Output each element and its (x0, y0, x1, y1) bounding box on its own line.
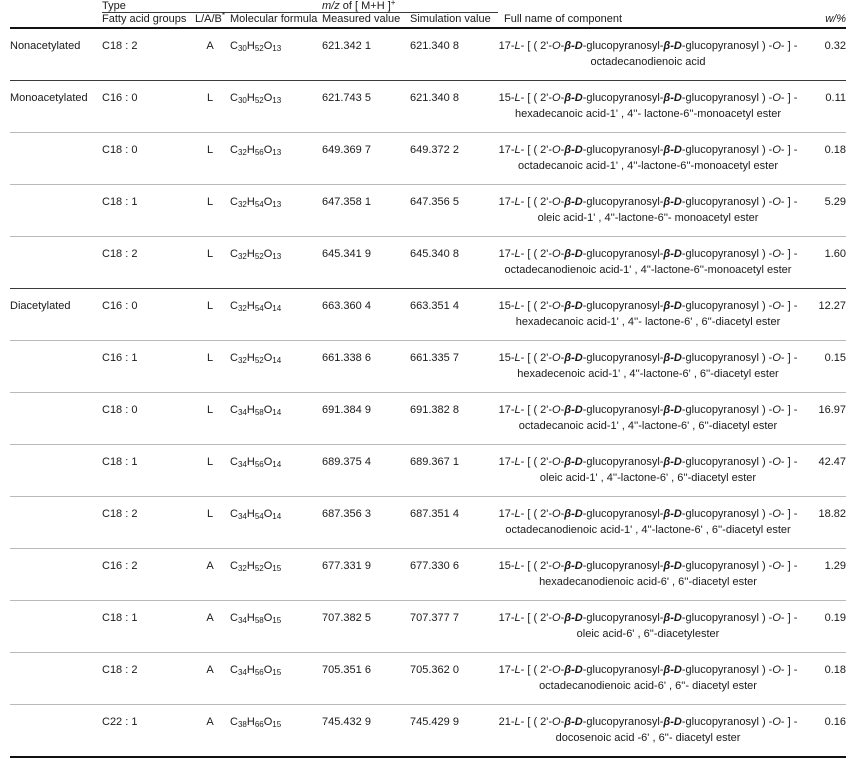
cell-molecular-formula: $C_{34}H_{58}O_{14}$ (230, 392, 322, 444)
cell-simulation-value: 677.330 6 (410, 548, 498, 600)
cell-class (10, 184, 102, 236)
cell-class (10, 600, 102, 652)
cell-fatty-acid-group: C16 : 0 (102, 80, 190, 132)
cell-w-percent: 0.18 (798, 652, 846, 704)
cell-molecular-formula: $C_{32}H_{52}O_{14}$ (230, 340, 322, 392)
cell-laab: A (190, 600, 230, 652)
table-row (10, 28, 846, 81)
cell-w-percent: 0.16 (798, 704, 846, 757)
header-col-laab (190, 13, 230, 28)
table-row (10, 80, 846, 132)
cell-class: Nonacetylated (10, 28, 102, 81)
component-table (10, 0, 846, 758)
cell-fatty-acid-group: C16 : 0 (102, 288, 190, 340)
cell-class (10, 236, 102, 288)
cell-simulation-value: 745.429 9 (410, 704, 498, 757)
header-group-mz-ion: [ M+H ] (355, 0, 391, 12)
cell-laab: L (190, 444, 230, 496)
cell-molecular-formula: $C_{30}H_{52}O_{13}$ (230, 28, 322, 81)
cell-full-name: 17-L- [ ( 2'-O-β-D-glucopyranosyl-β-D-glucopyranosyl ) -O- ] - octadecanoic acid-1' , 4''-lactone-6''-monoacetyl ester (498, 132, 798, 184)
cell-fatty-acid-group: C22 : 1 (102, 704, 190, 757)
cell-full-name: 17-L- [ ( 2'-O-β-D-glucopyranosyl-β-D-glucopyranosyl ) -O- ] - octadecanodienoic acid-1' , 4''-lactone-6''-monoacetyl ester (498, 236, 798, 288)
table-row (10, 340, 846, 392)
cell-w-percent: 0.19 (798, 600, 846, 652)
cell-fatty-acid-group: C18 : 2 (102, 652, 190, 704)
header-col-class (10, 13, 102, 28)
header-group-mz-charge: + (390, 0, 396, 7)
cell-laab: A (190, 28, 230, 81)
table-row (10, 704, 846, 757)
table-row (10, 600, 846, 652)
header-group-row (10, 0, 846, 13)
cell-laab: L (190, 236, 230, 288)
cell-simulation-value: 689.367 1 (410, 444, 498, 496)
cell-fatty-acid-group: C18 : 1 (102, 184, 190, 236)
header-spacer-name (498, 0, 798, 13)
table-row (10, 496, 846, 548)
header-col-w-percent (798, 13, 846, 28)
cell-laab: L (190, 184, 230, 236)
cell-molecular-formula: $C_{34}H_{56}O_{15}$ (230, 652, 322, 704)
cell-w-percent: 16.97 (798, 392, 846, 444)
cell-w-percent: 12.27 (798, 288, 846, 340)
cell-full-name: 15-L- [ ( 2'-O-β-D-glucopyranosyl-β-D-glucopyranosyl ) -O- ] - hexadecanoic acid-1' , 4''- lactone-6''-monoacetyl ester (498, 80, 798, 132)
cell-fatty-acid-group: C18 : 2 (102, 496, 190, 548)
cell-w-percent: 1.29 (798, 548, 846, 600)
cell-molecular-formula: $C_{32}H_{52}O_{15}$ (230, 548, 322, 600)
cell-simulation-value: 645.340 8 (410, 236, 498, 288)
cell-class (10, 704, 102, 757)
header-col-laab-footnote: * (221, 11, 226, 20)
cell-measured-value: 707.382 5 (322, 600, 410, 652)
header-group-mz-italic: m/z (322, 0, 340, 12)
header-col-measured-value: Measured value (322, 13, 401, 25)
header-spacer-right (798, 0, 846, 13)
cell-molecular-formula: $C_{30}H_{52}O_{13}$ (230, 80, 322, 132)
cell-molecular-formula: $C_{32}H_{52}O_{13}$ (230, 236, 322, 288)
cell-measured-value: 705.351 6 (322, 652, 410, 704)
cell-fatty-acid-group: C18 : 1 (102, 444, 190, 496)
cell-fatty-acid-group: C18 : 1 (102, 600, 190, 652)
cell-measured-value: 621.743 5 (322, 80, 410, 132)
cell-fatty-acid-group: C18 : 2 (102, 28, 190, 81)
cell-simulation-value: 691.382 8 (410, 392, 498, 444)
cell-laab: L (190, 80, 230, 132)
cell-full-name: 17-L- [ ( 2'-O-β-D-glucopyranosyl-β-D-glucopyranosyl ) -O- ] - oleic acid-1' , 4''-lactone-6''- monoacetyl ester (498, 184, 798, 236)
cell-full-name: 17-L- [ ( 2'-O-β-D-glucopyranosyl-β-D-glucopyranosyl ) -O- ] - octadecanodienoic acid-1' , 4''-lactone-6' , 6''-diacetyl ester (498, 496, 798, 548)
cell-class (10, 548, 102, 600)
table-row (10, 236, 846, 288)
cell-molecular-formula: $C_{34}H_{54}O_{14}$ (230, 496, 322, 548)
cell-fatty-acid-group: C16 : 2 (102, 548, 190, 600)
cell-fatty-acid-group: C18 : 0 (102, 392, 190, 444)
cell-laab: L (190, 392, 230, 444)
cell-laab: L (190, 132, 230, 184)
table-row (10, 132, 846, 184)
cell-class (10, 340, 102, 392)
cell-measured-value: 689.375 4 (322, 444, 410, 496)
header-col-simulation-value: Simulation value (410, 13, 491, 25)
table-row (10, 548, 846, 600)
table-row (10, 184, 846, 236)
cell-class (10, 496, 102, 548)
cell-measured-value: 745.432 9 (322, 704, 410, 757)
cell-simulation-value: 621.340 8 (410, 28, 498, 81)
cell-laab: L (190, 288, 230, 340)
cell-w-percent: 5.29 (798, 184, 846, 236)
cell-w-percent: 0.18 (798, 132, 846, 184)
cell-full-name: 17-L- [ ( 2'-O-β-D-glucopyranosyl-β-D-glucopyranosyl ) -O- ] - oleic acid-1' , 4''-lactone-6' , 6''-diacetyl ester (498, 444, 798, 496)
cell-class (10, 444, 102, 496)
cell-simulation-value: 647.356 5 (410, 184, 498, 236)
cell-fatty-acid-group: C16 : 1 (102, 340, 190, 392)
header-col-molecular-formula: Molecular formula (230, 13, 318, 25)
cell-fatty-acid-group: C18 : 2 (102, 236, 190, 288)
table-row (10, 652, 846, 704)
cell-simulation-value: 687.351 4 (410, 496, 498, 548)
header-group-mz-of: of (339, 0, 356, 12)
cell-fatty-acid-group: C18 : 0 (102, 132, 190, 184)
cell-measured-value: 645.341 9 (322, 236, 410, 288)
cell-class (10, 392, 102, 444)
cell-class: Diacetylated (10, 288, 102, 340)
cell-class: Monoacetylated (10, 80, 102, 132)
cell-simulation-value: 649.372 2 (410, 132, 498, 184)
header-spacer-left (10, 0, 102, 13)
cell-molecular-formula: $C_{34}H_{56}O_{14}$ (230, 444, 322, 496)
table-body (10, 28, 846, 757)
cell-w-percent: 0.15 (798, 340, 846, 392)
cell-molecular-formula: $C_{38}H_{66}O_{15}$ (230, 704, 322, 757)
cell-w-percent: 42.47 (798, 444, 846, 496)
table-row (10, 392, 846, 444)
cell-measured-value: 621.342 1 (322, 28, 410, 81)
cell-measured-value: 677.331 9 (322, 548, 410, 600)
table-header (10, 0, 846, 28)
cell-w-percent: 0.11 (798, 80, 846, 132)
cell-full-name: 15-L- [ ( 2'-O-β-D-glucopyranosyl-β-D-glucopyranosyl ) -O- ] - hexadecanoic acid-1' , 4''- lactone-6' , 6''-diacetyl ester (498, 288, 798, 340)
cell-molecular-formula: $C_{32}H_{56}O_{13}$ (230, 132, 322, 184)
header-col-laab-label: L/A/B (194, 13, 222, 25)
header-group-mz (322, 0, 498, 13)
cell-full-name: 17-L- [ ( 2'-O-β-D-glucopyranosyl-β-D-glucopyranosyl ) -O- ] - octadecanoic acid-1' , 4''-lactone-6' , 6''-diacetyl ester (498, 392, 798, 444)
cell-laab: L (190, 340, 230, 392)
table-row (10, 288, 846, 340)
cell-molecular-formula: $C_{32}H_{54}O_{14}$ (230, 288, 322, 340)
cell-measured-value: 691.384 9 (322, 392, 410, 444)
cell-measured-value: 687.356 3 (322, 496, 410, 548)
cell-measured-value: 649.369 7 (322, 132, 410, 184)
cell-laab: A (190, 548, 230, 600)
cell-w-percent: 1.60 (798, 236, 846, 288)
cell-full-name: 17-L- [ ( 2'-O-β-D-glucopyranosyl-β-D-glucopyranosyl ) -O- ] - octadecanodienoic acid (498, 28, 798, 81)
cell-measured-value: 663.360 4 (322, 288, 410, 340)
cell-simulation-value: 705.362 0 (410, 652, 498, 704)
cell-simulation-value: 707.377 7 (410, 600, 498, 652)
cell-measured-value: 647.358 1 (322, 184, 410, 236)
cell-laab: A (190, 652, 230, 704)
cell-class (10, 652, 102, 704)
header-group-type: Type (102, 0, 322, 13)
cell-full-name: 15-L- [ ( 2'-O-β-D-glucopyranosyl-β-D-glucopyranosyl ) -O- ] - hexadecanodienoic acid-6' , 6''-diacetyl ester (498, 548, 798, 600)
cell-w-percent: 18.82 (798, 496, 846, 548)
cell-full-name: 17-L- [ ( 2'-O-β-D-glucopyranosyl-β-D-glucopyranosyl ) -O- ] - octadecanodienoic acid-6' , 6''- diacetyl ester (498, 652, 798, 704)
cell-class (10, 132, 102, 184)
cell-molecular-formula: $C_{32}H_{54}O_{13}$ (230, 184, 322, 236)
cell-simulation-value: 621.340 8 (410, 80, 498, 132)
cell-measured-value: 661.338 6 (322, 340, 410, 392)
cell-full-name: 21-L- [ ( 2'-O-β-D-glucopyranosyl-β-D-glucopyranosyl ) -O- ] - docosenoic acid -6' , 6''- diacetyl ester (498, 704, 798, 757)
cell-full-name: 15-L- [ ( 2'-O-β-D-glucopyranosyl-β-D-glucopyranosyl ) -O- ] - hexadecenoic acid-1' , 4''-lactone-6' , 6''-diacetyl ester (498, 340, 798, 392)
cell-laab: A (190, 704, 230, 757)
table-row (10, 444, 846, 496)
cell-full-name: 17-L- [ ( 2'-O-β-D-glucopyranosyl-β-D-glucopyranosyl ) -O- ] - oleic acid-6' , 6''-diacetylester (498, 600, 798, 652)
cell-laab: L (190, 496, 230, 548)
cell-w-percent: 0.32 (798, 28, 846, 81)
header-col-fatty-acid-groups: Fatty acid groups (102, 13, 187, 25)
header-column-row (10, 13, 846, 28)
header-col-full-name: Full name of component (504, 12, 623, 25)
cell-simulation-value: 663.351 4 (410, 288, 498, 340)
header-col-w-percent-label: w/% (825, 12, 846, 25)
cell-molecular-formula: $C_{34}H_{58}O_{15}$ (230, 600, 322, 652)
cell-simulation-value: 661.335 7 (410, 340, 498, 392)
